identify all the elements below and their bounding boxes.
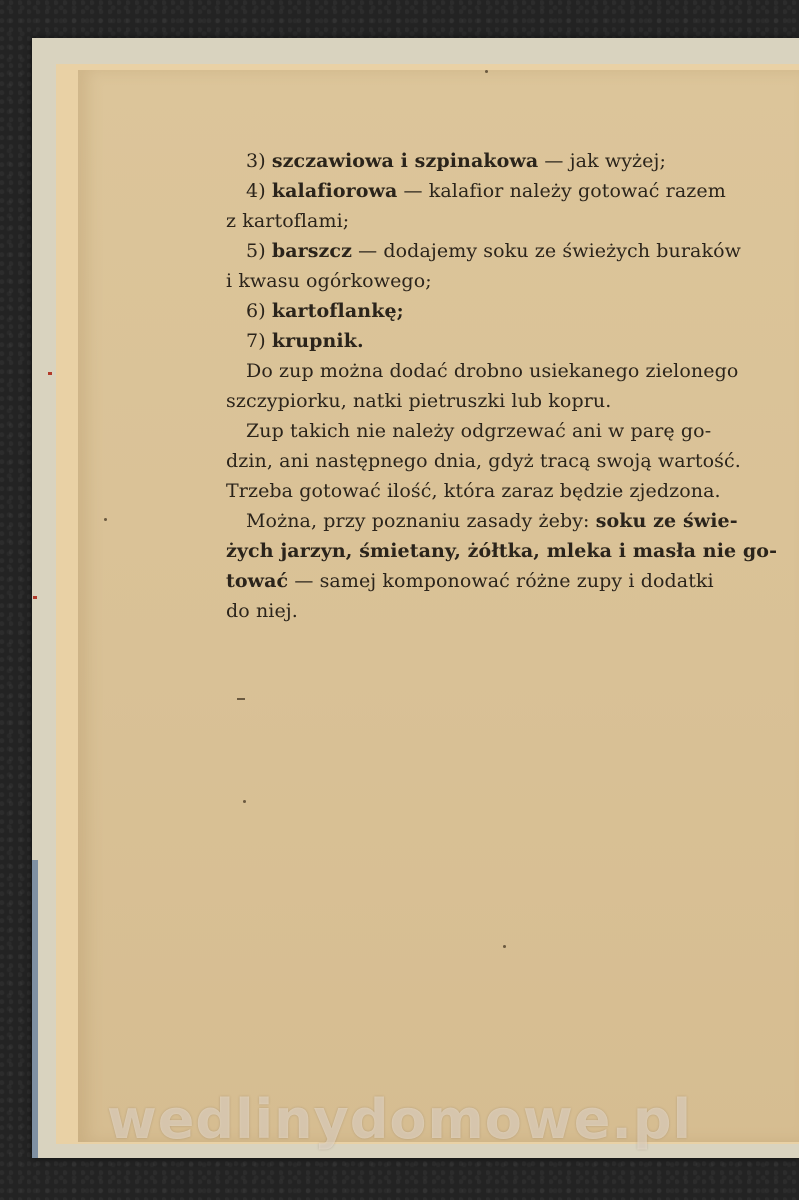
text-line: szczypiorku, natki pietruszki lub kopru. [226, 390, 612, 412]
bold-span: soku ze świe- [595, 510, 738, 532]
text-line: z kartoflami; [226, 210, 350, 232]
text-span: — samej komponować różne zupy i dodatki [288, 570, 714, 592]
paper-speck [104, 518, 107, 521]
text-span: Można, przy poznaniu zasady żeby: [246, 510, 596, 532]
list-item-title: barszcz [271, 240, 352, 262]
list-number: 7) [246, 330, 266, 352]
list-number: 4) [246, 180, 266, 202]
list-number: 5) [246, 240, 266, 262]
text-line: Do zup można dodać drobno usiekanego zielonego [246, 360, 739, 382]
red-mark [48, 372, 52, 375]
list-item-title: kalafiorowa [271, 180, 398, 202]
bold-span: tować [226, 570, 289, 592]
list-item-title: krupnik. [271, 330, 364, 352]
page-text [226, 146, 782, 626]
text-line: Zup takich nie należy odgrzewać ani w parę go- [246, 420, 712, 442]
text-line: i kwasu ogórkowego; [226, 270, 432, 292]
list-item-6 [226, 296, 782, 326]
text-line: do niej. [226, 600, 298, 622]
list-item-title: kartoflankę; [271, 300, 404, 322]
list-item-text: — jak wyżej; [538, 150, 666, 172]
paper-speck [237, 698, 245, 700]
text-line: żych jarzyn, śmietany, żółtka, mleka i masła nie go- [226, 540, 778, 562]
red-mark [33, 596, 37, 599]
list-item-text: — dodajemy soku ze świeżych buraków [352, 240, 741, 262]
paper-speck [503, 945, 506, 948]
list-item-title: szczawiowa i szpinakowa [271, 150, 539, 172]
list-number: 3) [246, 150, 266, 172]
text-line [226, 566, 782, 596]
paper-speck [485, 70, 488, 73]
list-item-text: — kalafior należy gotować razem [397, 180, 726, 202]
watermark: wedlinydomowe.pl [106, 1088, 693, 1151]
list-number: 6) [246, 300, 266, 322]
list-item-7 [226, 326, 782, 356]
paper-speck [243, 800, 246, 803]
text-line: dzin, ani następnego dnia, gdyż tracą swoją wartość. [226, 450, 741, 472]
list-item-5 [226, 236, 782, 266]
text-line [226, 506, 782, 536]
text-line: Trzeba gotować ilość, która zaraz będzie zjedzona. [226, 480, 721, 502]
list-item-3 [226, 146, 782, 176]
list-item-4 [226, 176, 782, 206]
